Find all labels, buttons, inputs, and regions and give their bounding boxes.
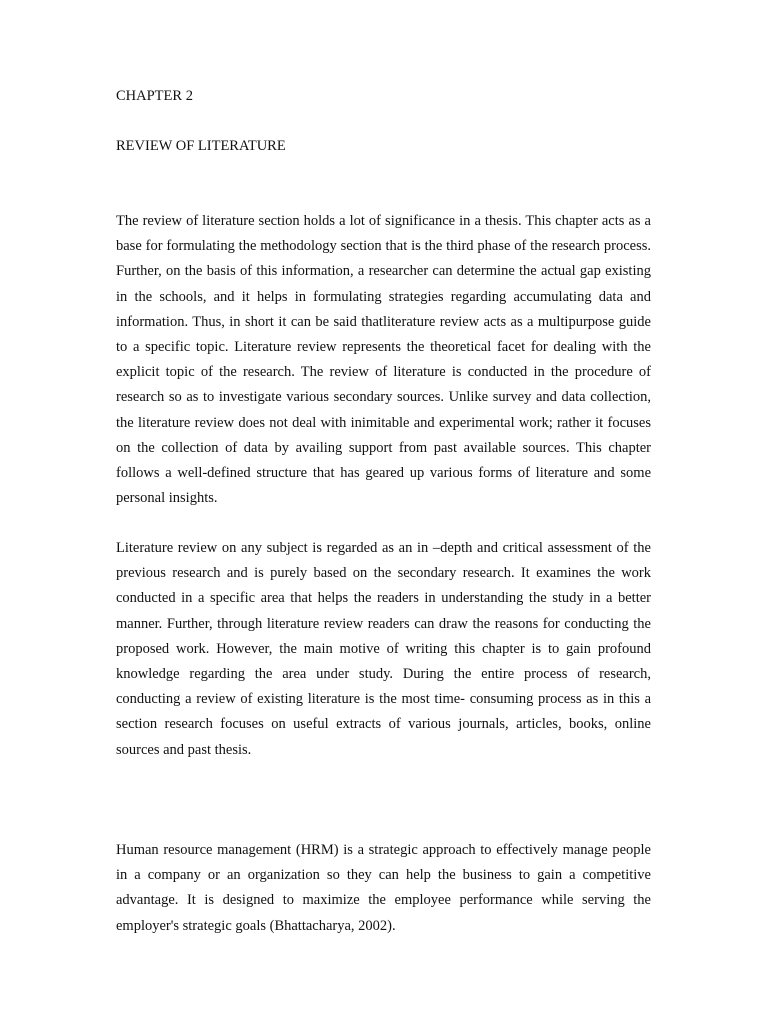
paragraph-intro: The review of literature section holds a lot of significance in a thesis. This chapter acts as a base for formulating the methodology section that is the third phase of the research process. Further, on the basis of this information, a researcher can determine the actual gap existing in the schools, and it helps in formulating strategies regarding accumulating data and information. Thus, in short it can be said thatliterature review acts as a multipurpose guide to a specific topic. Literature review represents the theoretical facet for dealing with the explicit topic of the research. The review of literature is conducted in the procedure of research so as to investigate various secondary sources. Unlike survey and data collection, the literature review does not deal with inimitable and experimental work; rather it focuses on the collection of data by availing support from past available sources. This chapter follows a well-defined structure that has geared up various forms of literature and some personal insights.	[116, 213, 651, 507]
paragraph-literature-review: Literature review on any subject is regarded as an in –depth and critical assessment of the previous research and is purely based on the secondary research. It examines the work conducted in a specific area that helps the readers in understanding the study in a better manner. Further, through literature review readers can draw the reasons for conducting the proposed work. However, the main motive of writing this chapter is to gain profound knowledge regarding the area under study. During the entire process of research, conducting a review of existing literature is the most time- consuming process as in this a section research focuses on useful extracts of various journals, articles, books, online sources and past thesis.	[116, 540, 651, 758]
paragraph-hrm: Human resource management (HRM) is a strategic approach to effectively manage people in a company or an organization so they can help the business to gain a competitive advantage. It is designed to maximize the employee performance while serving the employer's strategic goals (Bhattacharya, 2002).	[116, 842, 651, 934]
chapter-title: REVIEW OF LITERATURE	[116, 138, 286, 154]
chapter-label: CHAPTER 2	[116, 88, 193, 104]
